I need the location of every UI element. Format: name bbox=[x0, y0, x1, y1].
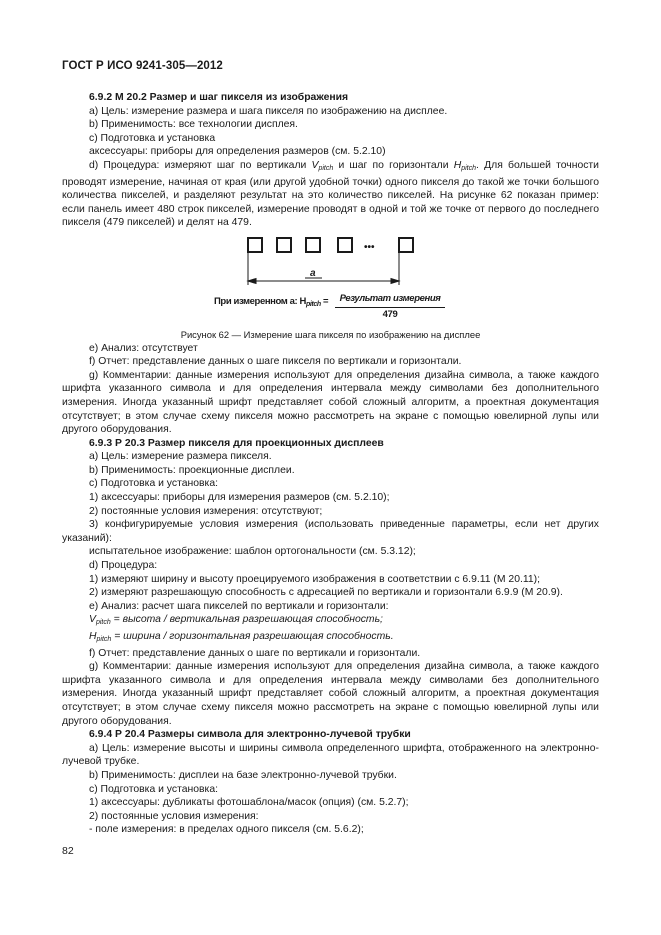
equation-horizontal-pitch bbox=[62, 630, 599, 647]
text: d) Процедура: измеряют шаг по вертикали bbox=[89, 159, 312, 171]
symbol-v: V bbox=[311, 159, 319, 171]
formula-left bbox=[214, 295, 328, 312]
pixel-pitch-diagram bbox=[62, 234, 599, 328]
equation-text: = высота / вертикальная разрешающая способность; bbox=[110, 614, 383, 626]
paragraph: f) Отчет: представление данных о шаге по вертикали и горизонтали. bbox=[89, 647, 421, 659]
paragraph: a) Цель: измерение высоты и ширины символа определенного шрифта, отображенного на электронно-лучевой трубке. bbox=[62, 742, 599, 768]
symbol-subscript: pitch bbox=[461, 164, 477, 172]
paragraph-procedure bbox=[62, 159, 599, 230]
paragraph: a) Цель: измерение размера пикселя. bbox=[89, 451, 272, 463]
symbol-subscript: pitch bbox=[318, 164, 334, 172]
figure-caption: Рисунок 62 — Измерение шага пикселя по изображению на дисплее bbox=[180, 328, 481, 340]
equation-text: = ширина / горизонтальная разрешающая способность. bbox=[111, 631, 394, 642]
pixel-square bbox=[399, 238, 413, 252]
pixel-square bbox=[277, 238, 291, 252]
section-heading-6-9-3: 6.9.3 Р 20.3 Размер пикселя для проекционных дисплеев bbox=[89, 437, 384, 449]
paragraph: - поле измерения: в пределах одного пикселя (см. 5.6.2); bbox=[89, 824, 364, 836]
document-header: ГОСТ Р ИСО 9241-305—2012 bbox=[62, 60, 223, 72]
text: и шаг по горизонтали bbox=[333, 159, 454, 171]
paragraph: c) Подготовка и установка bbox=[89, 132, 216, 144]
paragraph: g) Комментарии: данные измерения используют для определения дизайна символа, а также каждого шрифта указанного символа и для определения интервала между символами без дополнительного измерения. Иногда указанный шрифт представляет собой сложный алгоритм, а проектная документация отсутствует; в этом случае схему пикселя можно рассмотреть на экране с помощью ювелирной лупы или другого оборудования. bbox=[62, 661, 599, 727]
symbol-h: H bbox=[453, 159, 462, 171]
fraction-denominator: 479 bbox=[382, 308, 398, 320]
symbol-subscript: pitch bbox=[95, 619, 111, 627]
text: . Для большей точности проводят измерение, начиная от края (или другой удобной точки) одного пикселя до такой же точки большого количества пикселей, и разделяют результат на это количество пикселей. На рисунке 62 показан пример: если панель имеет 480 строк пикселей, измерение проводят в одной и той же точке от первого до последнего пикселя (479 пикселей) и делят на 479. bbox=[62, 159, 599, 229]
ellipsis-dots: ••• bbox=[364, 241, 375, 253]
paragraph: c) Подготовка и установка: bbox=[89, 783, 218, 795]
paragraph: b) Применимость: все технологии дисплея. bbox=[89, 119, 298, 131]
symbol-h: H bbox=[89, 631, 97, 642]
paragraph: b) Применимость: проекционные дисплеи. bbox=[89, 464, 295, 476]
formula-fraction bbox=[335, 292, 445, 321]
section-heading-6-9-2: 6.9.2 М 20.2 Размер и шаг пикселя из изображения bbox=[89, 92, 349, 103]
arrowhead-right bbox=[391, 278, 399, 283]
page-number: 82 bbox=[62, 845, 74, 857]
symbol-subscript: pitch bbox=[96, 636, 112, 643]
paragraph: d) Процедура: bbox=[89, 560, 158, 572]
paragraph: e) Анализ: отсутствует bbox=[89, 342, 198, 354]
paragraph: 1) аксессуары: дубликаты фотошаблона/масок (опция) (см. 5.2.7); bbox=[89, 797, 409, 809]
paragraph: 3) конфигурируемые условия измерения (использовать приведенные параметры, если нет других указаний): bbox=[62, 519, 599, 544]
formula-equals: = bbox=[320, 295, 329, 307]
arrowhead-left bbox=[248, 278, 256, 283]
pixel-square bbox=[338, 238, 352, 252]
paragraph: g) Комментарии: данные измерения используют для определения дизайна символа, а также каждого шрифта указанного символа и для определения интервала между символами без дополнительного измерения. Иногда указанный шрифт представляет собой сложный алгоритм, а проектная документация отсутствует; в этом случае схему пикселя можно рассмотреть на экране с помощью ювелирной лупы или другого оборудования. bbox=[62, 369, 599, 436]
formula-subscript: pitch bbox=[306, 300, 321, 308]
paragraph: c) Подготовка и установка: bbox=[89, 478, 218, 490]
paragraph: 2) постоянные условия измерения: отсутствуют; bbox=[89, 505, 323, 517]
formula-text: При измеренном a: H bbox=[214, 295, 307, 307]
section-heading-6-9-4: 6.9.4 Р 20.4 Размеры символа для электронно-лучевой трубки bbox=[89, 729, 411, 741]
paragraph: b) Применимость: дисплеи на базе электронно-лучевой трубки. bbox=[89, 769, 397, 781]
paragraph: e) Анализ: расчет шага пикселей по вертикали и горизонтали: bbox=[89, 600, 389, 612]
paragraph: 2) постоянные условия измерения: bbox=[89, 810, 259, 822]
paragraph: f) Отчет: представление данных о шаге пикселя по вертикали и горизонтали. bbox=[89, 356, 462, 368]
document-body bbox=[62, 91, 599, 837]
symbol-v: V bbox=[89, 614, 96, 626]
figure-62 bbox=[62, 234, 599, 328]
pixel-square bbox=[306, 238, 320, 252]
paragraph: a) Цель: измерение размера и шага пикселя по изображению на дисплее. bbox=[89, 105, 448, 117]
equation-vertical-pitch bbox=[62, 613, 599, 630]
paragraph: 1) измеряют ширину и высоту проецируемого изображения в соответствии с 6.9.11 (М 20.11); bbox=[89, 573, 540, 585]
paragraph: 1) аксессуары: приборы для измерения размеров (см. 5.2.10); bbox=[89, 492, 390, 504]
pixel-square bbox=[248, 238, 262, 252]
paragraph: испытательное изображение: шаблон ортогональности (см. 5.3.12); bbox=[89, 546, 416, 558]
fraction-numerator: Результат измерения bbox=[339, 292, 441, 304]
paragraph: 2) измеряют разрешающую способность с адресацией по вертикали и горизонтали 6.9.9 (М 20.9). bbox=[89, 587, 563, 599]
paragraph: аксессуары: приборы для определения размеров (см. 5.2.10) bbox=[89, 146, 386, 158]
dimension-label-a: a bbox=[310, 267, 316, 279]
